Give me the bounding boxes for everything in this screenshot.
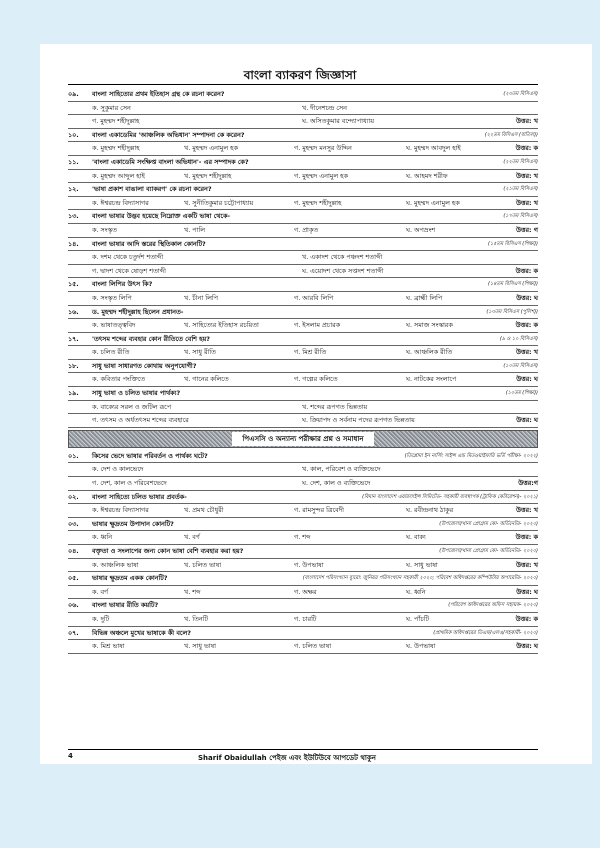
content xyxy=(68,88,538,654)
answer: উত্তর: খ xyxy=(515,171,538,180)
option-2: গ. মুহম্মদ এনামুল হক xyxy=(294,171,348,180)
option-3: ঘ. ব্রাহ্মী লিপি xyxy=(406,293,443,302)
option-1: খ. সাধু ভাষা xyxy=(184,642,216,651)
option-1: খ. গানের কলিতে xyxy=(184,375,229,384)
spacer xyxy=(68,292,92,305)
answer: উত্তর: খ xyxy=(515,560,538,569)
option-0: ক. কবিতার পংক্তিতে xyxy=(92,375,146,384)
header-rule xyxy=(68,84,538,85)
option-3: ঘ. ক্রিয়াপদ ও সর্বনাম পদের রূপগত ভিন্নতায় xyxy=(302,416,415,425)
question-row xyxy=(68,518,538,532)
question-source: (উপজেলা/থানা প্রোগ্রাম কো- অর্ডিনেটর- ২০২০) xyxy=(439,520,538,527)
option-0: ক. সংস্কৃত xyxy=(92,225,117,234)
option-3: ঘ. ধ্বনি xyxy=(406,587,426,596)
options-row xyxy=(68,414,538,428)
question-source: (১০তম বিসিএস) xyxy=(503,362,538,369)
question-number: ০৯. xyxy=(68,90,79,98)
question-text: 'ভাষা প্রকাশ বাঙালা ব্যাকরণ' কে রচনা করেন? xyxy=(92,185,212,194)
answer: উত্তর: ঘ xyxy=(516,416,538,425)
page-footer xyxy=(68,749,538,764)
option-0: ক. ভাষাতত্ত্ববিদ xyxy=(92,321,136,330)
question-source: (২২তম বিসিএস (বাতিল)) xyxy=(484,131,538,138)
option-0: ক. মুহম্মদ শহীদুল্লাহ xyxy=(92,144,140,153)
option-2: গ. মুহম্মদ শহীদুল্লাহ xyxy=(92,117,140,126)
question-number: ১৭. xyxy=(68,334,79,343)
spacer xyxy=(68,224,92,237)
answer: উত্তর: ঘ xyxy=(516,293,538,302)
spacer xyxy=(68,115,92,128)
option-2: গ. মুহম্মদ শহীদুল্লাহ xyxy=(294,198,342,207)
option-2: গ. অক্ষর xyxy=(294,587,317,596)
option-3: ঘ. বাক্য xyxy=(406,533,426,542)
option-2: গ. গল্পের কলিতে xyxy=(294,375,338,384)
options-row xyxy=(68,346,538,360)
question-number: ১৫. xyxy=(68,280,79,289)
answer: উত্তর: খ xyxy=(515,198,538,207)
option-2: গ. শব্দ xyxy=(294,533,311,542)
option-0: ক. বাক্যের সরল ও জটিল রূপে xyxy=(92,402,172,411)
answer: উত্তর: ঘ xyxy=(516,642,538,651)
question-source: (পরিবেশ অধিদপ্তরের অফিস সহায়ক- ২০২০) xyxy=(448,602,538,609)
spacer xyxy=(68,504,92,517)
page-number: 4 xyxy=(68,752,73,760)
question-text: বাংলা ভাষার রীতি কয়টি? xyxy=(92,601,159,610)
option-0: ক. ধ্বনি xyxy=(92,533,113,542)
question-row xyxy=(68,387,538,401)
options-row xyxy=(68,292,538,306)
options-row xyxy=(68,504,538,518)
option-1: খ. প্রমথ চৌধুরী xyxy=(184,506,224,515)
option-3: ঘ. এয়োদশ থেকে সপ্তদশ শতাব্দী xyxy=(302,266,384,275)
option-0: ক. সুকুমার সেন xyxy=(92,103,131,112)
psc-question-list xyxy=(68,450,538,654)
option-3: ঘ. আহমদ শরীফ xyxy=(406,171,448,180)
option-2: গ. তৎসম ও অর্ধতৎসম শব্দের ব্যবহারে xyxy=(92,416,189,425)
options-row xyxy=(68,102,538,116)
spacer xyxy=(68,102,92,115)
question-text: বাংলা লিপির উৎস কি? xyxy=(92,280,153,289)
question-list xyxy=(68,88,538,428)
option-2: গ. আরবি লিপি xyxy=(294,293,334,302)
option-3: ঘ. রবীন্দ্রনাথ ঠাকুর xyxy=(406,506,454,515)
answer: উত্তর: ক xyxy=(515,266,538,275)
option-1: খ. পালি xyxy=(184,225,206,234)
option-3: ঘ. সাধু ভাষা xyxy=(406,560,438,569)
options-row xyxy=(68,640,538,654)
answer: উত্তর: ক xyxy=(515,144,538,153)
question-row xyxy=(68,599,538,613)
option-1: খ. সাধু রীতি xyxy=(184,348,216,357)
spacer xyxy=(68,197,92,210)
answer: উত্তর: গ xyxy=(515,225,538,234)
option-2: গ. উপভাষা xyxy=(294,560,324,569)
question-number: ০৪. xyxy=(68,547,79,555)
spacer xyxy=(68,251,92,264)
option-3: ঘ. দেশ, কাল ও ব্যক্তিভেদে xyxy=(302,479,371,488)
question-row xyxy=(68,360,538,374)
option-0: ক. সংস্কৃত লিপি xyxy=(92,293,132,302)
question-source: (উপজেলা/থানা প্রোগ্রাম কো- অর্ডিনেটর- ২০২০) xyxy=(439,548,538,554)
question-number: ০৫. xyxy=(68,574,79,583)
option-3: ঘ. আঞ্চলিক রীতি xyxy=(406,348,453,357)
question-number: ০১. xyxy=(68,451,79,460)
options-row xyxy=(68,463,538,477)
question-row xyxy=(68,183,538,197)
option-2: গ. প্রাকৃত xyxy=(294,225,319,234)
option-2: গ. দেশ, কাল ও পরিবেশভেদে xyxy=(92,479,167,488)
question-text: বাংলা সাহিত্যের প্রথম ইতিহাস গ্রন্থ কে রচনা করেন? xyxy=(92,90,225,98)
answer: উত্তর:গ xyxy=(518,479,538,488)
spacer xyxy=(68,640,92,653)
option-3: ঘ. উপভাষা xyxy=(406,642,436,651)
question-text: বক্তৃতা ও সংলাপের জন্য কোন ভাষা বেশি ব্যবহার করা হয়? xyxy=(92,547,244,555)
question-row xyxy=(68,156,538,170)
question-row xyxy=(68,129,538,143)
option-1: খ. চীনা লিপি xyxy=(184,293,218,302)
question-text: সাধু ভাষা সাধারণত কোথায় অনুপযোগী? xyxy=(92,361,197,370)
option-1: খ. সাহিত্যের ইতিহাস রচয়িতা xyxy=(184,321,259,330)
question-row xyxy=(68,450,538,464)
option-1: খ. মুহম্মদ এনামুল হক xyxy=(184,144,238,153)
options-row xyxy=(68,559,538,573)
option-1: খ. দীনেশচন্দ্র সেন xyxy=(302,103,347,112)
option-2: গ. রামসুন্দর ত্রিবেদী xyxy=(294,506,344,515)
question-text: বাংলা সাহিত্যে চলিত ভাষার প্রবর্তক- xyxy=(92,492,187,501)
option-3: ঘ. নাটকের সংলাপে xyxy=(406,375,457,384)
spacer xyxy=(68,477,92,490)
option-0: ক. দশম থেকে চতুর্দশ শতাব্দী xyxy=(92,253,164,262)
question-text: 'বাংলা একাডেমি সংক্ষিপ্ত বাংলা অভিধান'- এর সম্পাদক কে? xyxy=(92,157,249,166)
question-source: (১৪তম বিসিএস (শিক্ষা)) xyxy=(488,281,538,288)
option-3: ঘ. মুহম্মদ এনামুল হক xyxy=(406,198,460,207)
options-row xyxy=(68,224,538,238)
spacer xyxy=(68,346,92,359)
options-row xyxy=(68,197,538,211)
question-source: (১৫তম বিসিএস (শিক্ষা)) xyxy=(488,240,538,247)
option-0: ক. ঈশ্বরচন্দ্র বিদ্যাসাগর xyxy=(92,198,149,207)
question-text: 'তৎসম শব্দের ব্যবহার কোন রীতিতে বেশি হয়? xyxy=(92,334,210,343)
section-banner-label: পিএসসি ও অন্যান্য পরীক্ষার প্রশ্ন ও সমাধান xyxy=(232,432,373,447)
question-number: ১৮. xyxy=(68,361,79,370)
question-number: ১৬. xyxy=(68,307,79,316)
spacer xyxy=(68,265,92,278)
options-row xyxy=(68,251,538,265)
question-number: ১৯. xyxy=(68,389,79,398)
options-row xyxy=(68,477,538,491)
spacer xyxy=(68,531,92,544)
question-row xyxy=(68,306,538,320)
question-text: ড. মুহম্মদ শহীদুল্লাহ ছিলেন প্রধানত- xyxy=(92,307,184,316)
answer: উত্তর: খ xyxy=(515,117,538,126)
question-source: (প্রাথমিক অধিদপ্তরের ডিএফ/এলএ/সহকারী- ২০২০) xyxy=(433,629,538,636)
options-row xyxy=(68,401,538,415)
spacer xyxy=(68,373,92,386)
option-1: খ. তিনটি xyxy=(184,614,209,623)
answer: উত্তর: খ xyxy=(515,348,538,357)
spacer xyxy=(68,401,92,414)
option-2: গ. চলিত ভাষা xyxy=(294,642,332,651)
question-text: ভাষার ক্ষুদ্রতম একক কোনটি? xyxy=(92,574,168,583)
options-row xyxy=(68,373,538,387)
question-source: (২৩তম বিসিএস) xyxy=(503,91,538,97)
option-3: ঘ. সমাজ সংস্কারক xyxy=(406,321,453,330)
question-source: (১৭তম বিসিএস) xyxy=(503,213,538,220)
question-source: (২১তম বিসিএস) xyxy=(503,186,538,193)
question-text: কিসের ভেদে ভাষার পরিবর্তন ও পার্থক্য ঘটে? xyxy=(92,451,208,460)
option-1: খ. চলিত ভাষা xyxy=(184,560,222,569)
spacer xyxy=(68,463,92,476)
option-3: ঘ. পাঁচটি xyxy=(406,614,429,623)
option-1: খ. মুহম্মদ শহীদুল্লাহ xyxy=(184,171,232,180)
spacer xyxy=(68,319,92,332)
answer: উত্তর: ক xyxy=(515,614,538,623)
option-2: গ. মিশ্র রীতি xyxy=(294,348,327,357)
option-2: গ. ইসলাম প্রচারক xyxy=(294,321,341,330)
option-3: ঘ. অপভ্রংশ xyxy=(406,225,436,234)
question-number: ১৩. xyxy=(68,212,79,221)
answer: উত্তর: ঘ xyxy=(516,587,538,596)
question-text: বিভিন্ন অঞ্চলে মুখের ভাষাকে কী বলে? xyxy=(92,628,191,637)
option-2: গ. দ্বাদশ থেকে ষোড়শ শতাব্দী xyxy=(92,266,166,275)
option-1: খ. কাল, পরিবেশ ও ব্যক্তিভেদে xyxy=(302,465,381,474)
spacer xyxy=(68,613,92,626)
option-2: গ. মুহম্মদ মনসুর উদ্দিন xyxy=(294,144,352,153)
option-1: খ. একাদশ থেকে পঞ্চদশ শতাব্দী xyxy=(302,253,383,262)
question-text: ভাষার ক্ষুদ্রতম উপাদান কোনটি? xyxy=(92,519,174,528)
spacer xyxy=(68,170,92,183)
spacer xyxy=(68,414,92,427)
question-number: ১৪. xyxy=(68,239,79,248)
question-number: ০২. xyxy=(68,492,79,501)
option-0: ক. দেশ ও কালভেদে xyxy=(92,465,144,474)
question-text: বাংলা ভাষার আদি স্তরের স্থিতিকাল কোনটি? xyxy=(92,239,206,248)
question-row xyxy=(68,572,538,586)
spacer xyxy=(68,142,92,155)
question-number: ১১. xyxy=(68,157,79,166)
answer: উত্তর: ক xyxy=(515,321,538,330)
question-number: ০৬. xyxy=(68,601,79,610)
question-source: (১৩তম বিসিএস (পুলিশ)) xyxy=(486,308,538,315)
section-banner xyxy=(68,430,538,448)
question-row xyxy=(68,238,538,252)
option-1: খ. বর্ণ xyxy=(184,533,200,542)
question-row xyxy=(68,88,538,102)
option-3: ঘ. মুহম্মদ আবদুল হাই xyxy=(406,144,461,153)
question-number: ১২. xyxy=(68,185,79,194)
option-0: ক. দুটি xyxy=(92,614,110,623)
question-source: (৯ ও ১০ বিসিএস) xyxy=(499,335,538,342)
option-0: ক. আঞ্চলিক ভাষা xyxy=(92,560,139,569)
question-row xyxy=(68,491,538,505)
option-3: ঘ. অসিতকুমার বন্দ্যোপাধ্যায় xyxy=(302,117,375,126)
option-0: ক. বর্ণ xyxy=(92,587,108,596)
question-source: (২২তম বিসিএস) xyxy=(503,158,538,165)
question-text: বাংলা ভাষার উদ্ভব হয়েছে নিম্নোক্ত একটি ভাষা থেকে- xyxy=(92,212,231,221)
question-row xyxy=(68,627,538,641)
question-number: ০৭. xyxy=(68,628,79,637)
option-0: ক. মিশ্র ভাষা xyxy=(92,642,125,651)
question-number: ১০. xyxy=(68,130,79,139)
options-row xyxy=(68,115,538,129)
option-0: ক. চলিত রীতি xyxy=(92,348,130,357)
footer-text: Sharif Obaidullah পেইজ এবং ইউটিউবে আপডেট থাকুন xyxy=(198,754,376,762)
question-source: (বিমান বাংলাদেশ এয়ারলাইন্স লিমিটেড- সহকারী ব্যবস্থাপক (ট্রাফিক কেটারেশন)- ২০২১) xyxy=(362,493,538,500)
question-row xyxy=(68,210,538,224)
answer: উত্তর: ঘ xyxy=(516,375,538,384)
question-number: ০৩. xyxy=(68,519,79,528)
option-1: খ. সুনীতিকুমার চট্টোপাধ্যায় xyxy=(184,198,254,207)
answer: উত্তর: ক xyxy=(515,533,538,542)
page-header: বাংলা ব্যাকরণ জিজ্ঞাসা xyxy=(243,68,357,82)
answer: উত্তর: খ xyxy=(515,506,538,515)
question-source: (ডিপ্লোমা ইন নার্সিং সাইন্স এন্ড মিডওয়াইফারি ভর্তি পরীক্ষা- ২০২২) xyxy=(404,452,538,459)
option-1: খ. শব্দ xyxy=(184,587,201,596)
spacer xyxy=(68,586,92,599)
options-row xyxy=(68,142,538,156)
option-1: খ. শব্দের রূপগত ভিন্নতায় xyxy=(302,402,368,411)
question-text: সাধু ভাষা ও চলিত ভাষার পার্থক্য? xyxy=(92,389,181,398)
options-row xyxy=(68,265,538,279)
options-row xyxy=(68,170,538,184)
spacer xyxy=(68,559,92,572)
options-row xyxy=(68,319,538,333)
question-row xyxy=(68,333,538,347)
option-2: গ. চারটি xyxy=(294,614,317,623)
options-row xyxy=(68,586,538,600)
options-row xyxy=(68,613,538,627)
question-source: (বাংলাদেশ পরিসংখ্যান ব্যুরো: জুনিয়র পরিসংখ্যান সহকারী ২০২০; পরিবেশ অধিদপ্তরের কম্পিউটার অপারেটর- ২০২০) xyxy=(302,575,538,582)
question-text: বাংলা একাডেমির 'আঞ্চলিক অভিধান' সম্পাদনা কে করেন? xyxy=(92,130,245,139)
question-row xyxy=(68,278,538,292)
option-0: ক. ঈশ্বরচন্দ্র বিদ্যাসাগর xyxy=(92,506,149,515)
question-source: (১০তম (শিক্ষা)) xyxy=(505,390,538,397)
question-row xyxy=(68,545,538,559)
option-0: ক. মুহম্মদ আব্দুল হাই xyxy=(92,171,145,180)
options-row xyxy=(68,531,538,545)
